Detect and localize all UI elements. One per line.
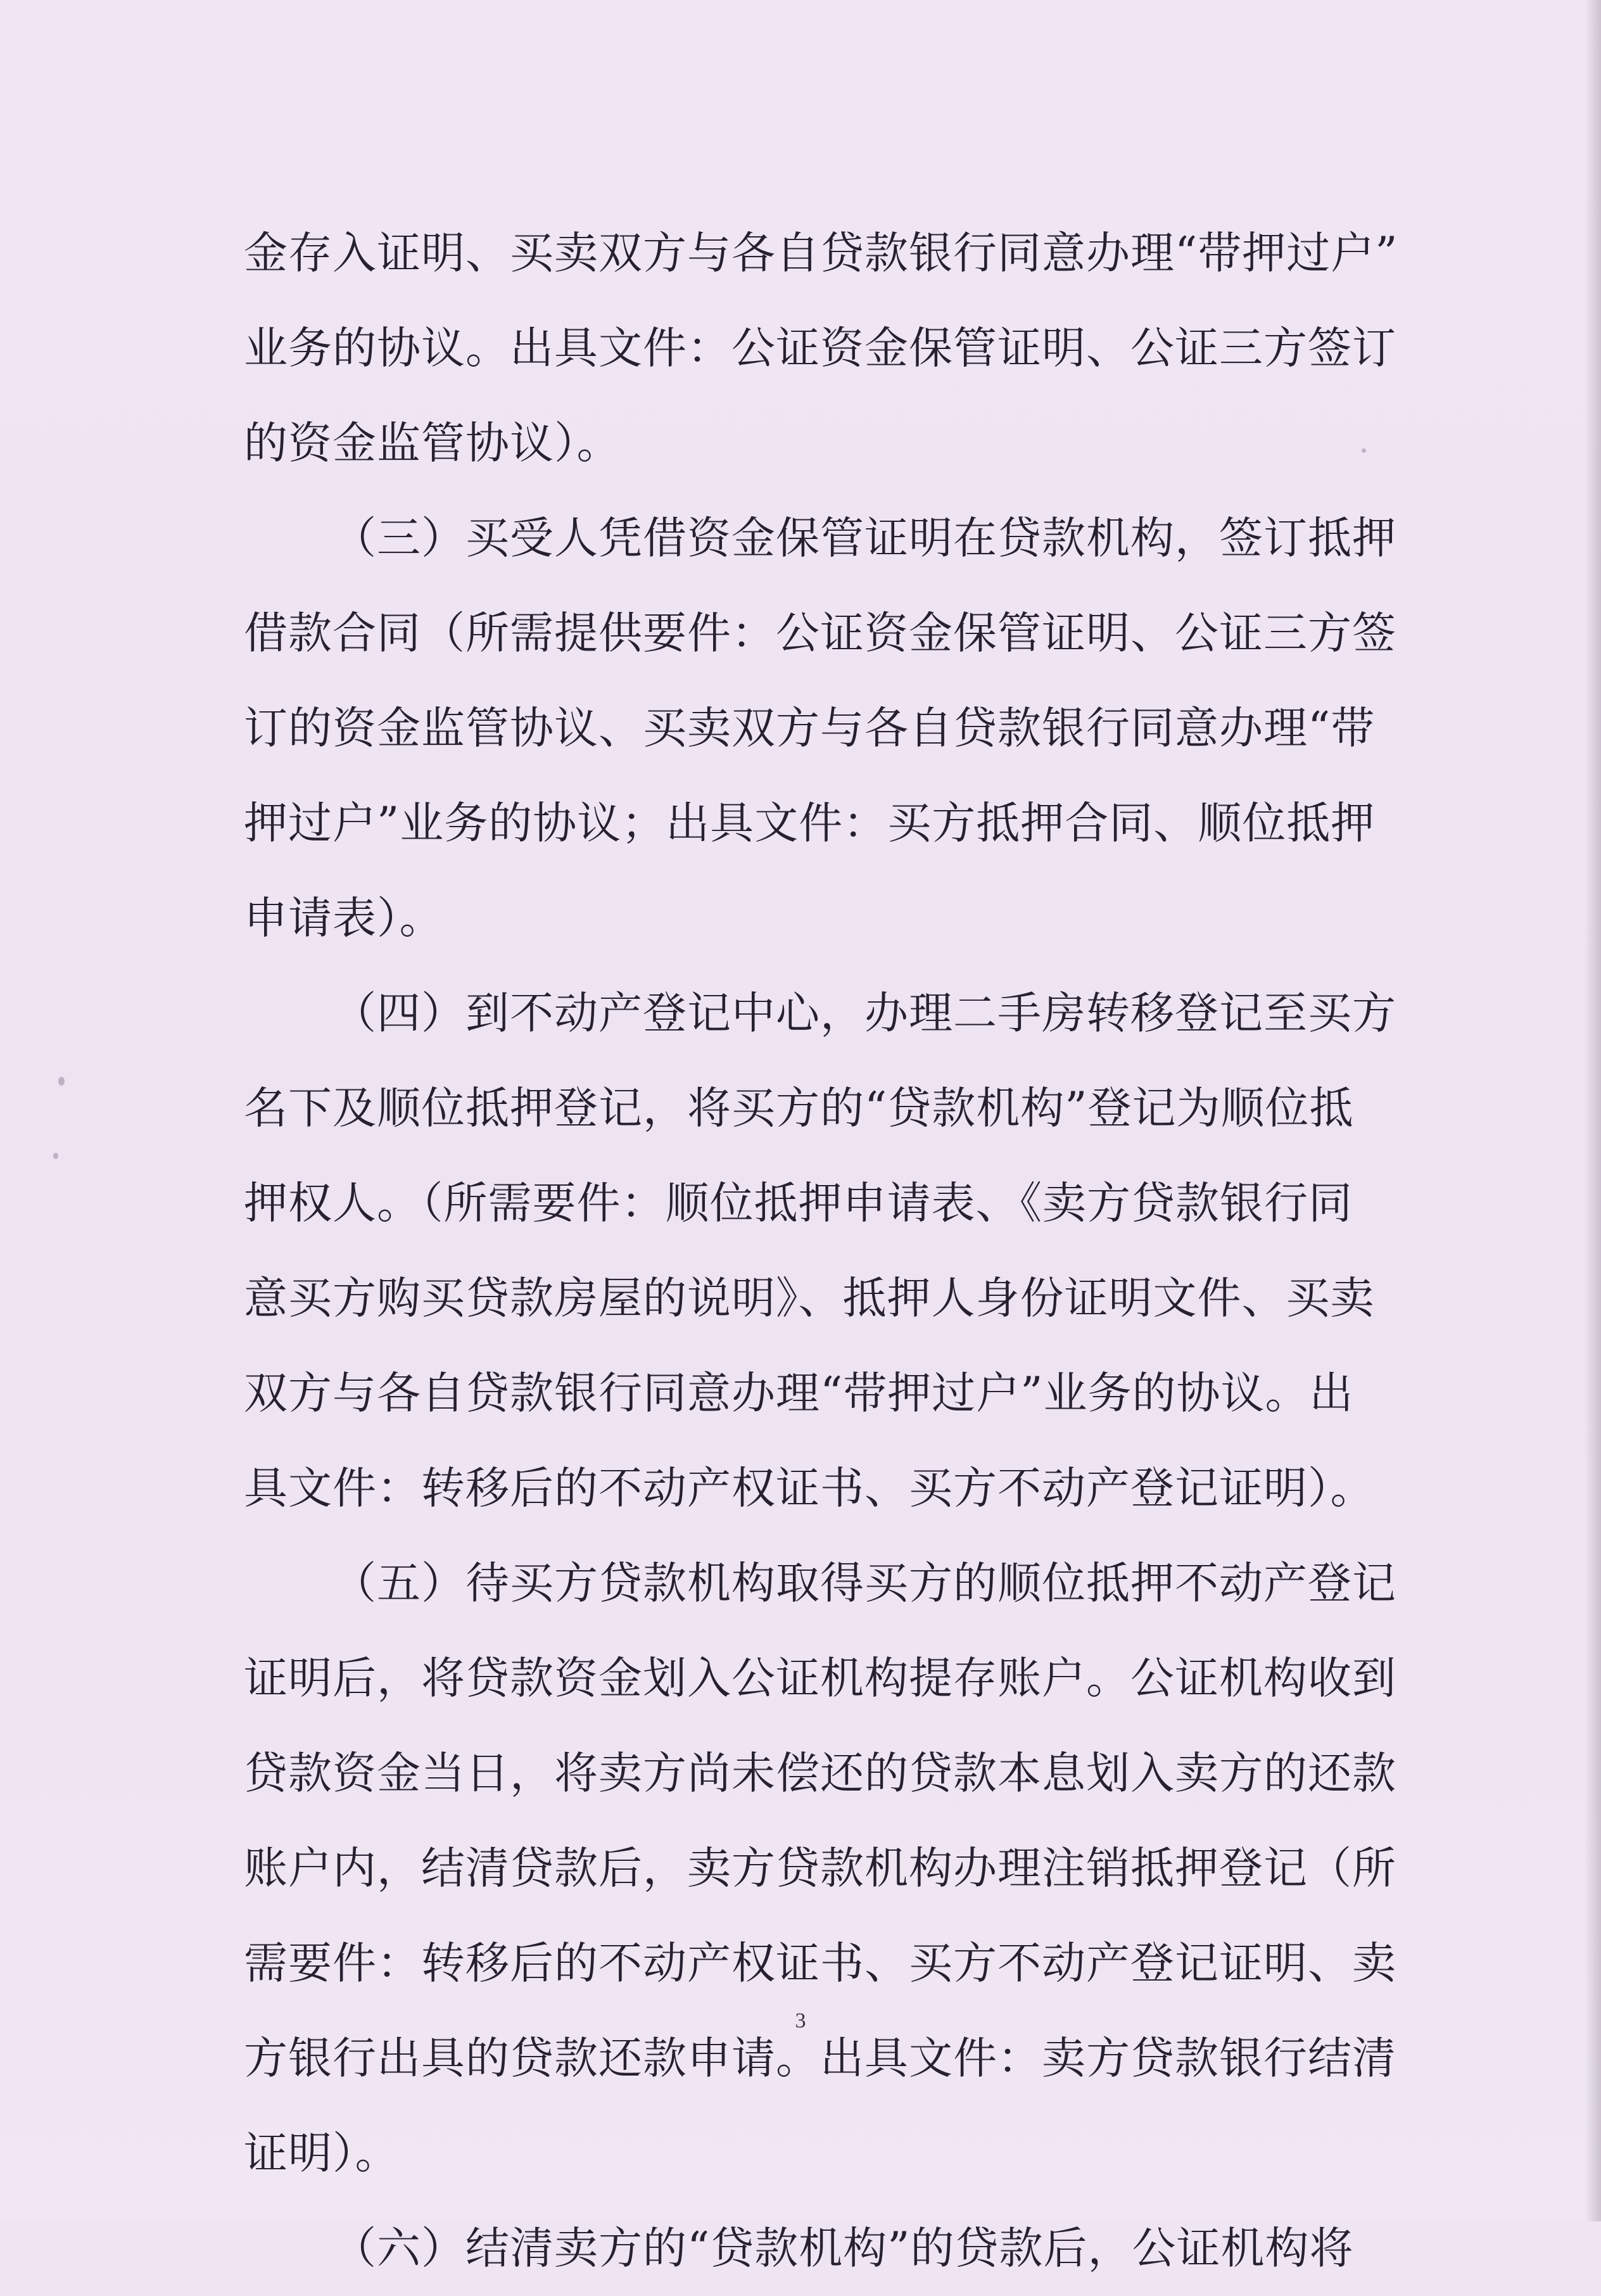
scan-speck bbox=[53, 1153, 58, 1159]
paragraph-3-start: （三）买受人凭借资金保管证明在贷款机构，签订抵押 bbox=[332, 513, 1396, 564]
text-line: 押过户”业务的协议；出具文件：买方抵押合同、顺位抵押 bbox=[244, 798, 1376, 849]
text-line: 证明）。 bbox=[244, 2128, 400, 2179]
text-line: 押权人。（所需要件：顺位抵押申请表、《卖方贷款银行同 bbox=[244, 1178, 1353, 1229]
text-line: 证明后，将贷款资金划入公证机构提存账户。公证机构收到 bbox=[244, 1653, 1396, 1704]
text-line: 具文件：转移后的不动产权证书、买方不动产登记证明）。 bbox=[244, 1463, 1375, 1514]
text-line: 申请表）。 bbox=[244, 893, 444, 944]
text-line: 账户内，结清贷款后，卖方贷款机构办理注销抵押登记（所 bbox=[244, 1843, 1396, 1894]
text-line: 名下及顺位抵押登记，将买方的“贷款机构”登记为顺位抵 bbox=[244, 1083, 1354, 1134]
text-line: 贷款资金当日，将卖方尚未偿还的贷款本息划入卖方的还款 bbox=[244, 1748, 1396, 1799]
text-line: 金存入证明、买卖双方与各自贷款银行同意办理“带押过户” bbox=[244, 228, 1398, 279]
text-line: 的资金监管协议）。 bbox=[244, 418, 621, 469]
text-line: 意买方购买贷款房屋的说明》、抵押人身份证明文件、买卖 bbox=[244, 1273, 1375, 1324]
text-line: 业务的协议。出具文件：公证资金保管证明、公证三方签订 bbox=[244, 323, 1396, 374]
body-text bbox=[244, 206, 1398, 2296]
text-line: 借款合同（所需提供要件：公证资金保管证明、公证三方签 bbox=[244, 608, 1396, 659]
text-line: 方银行出具的贷款还款申请。出具文件：卖方贷款银行结清 bbox=[244, 2033, 1396, 2084]
text-line: 订的资金监管协议、买卖双方与各自贷款银行同意办理“带 bbox=[244, 703, 1376, 754]
paragraph-5-start: （五）待买方贷款机构取得买方的顺位抵押不动产登记 bbox=[332, 1558, 1396, 1609]
text-line: 双方与各自贷款银行同意办理“带押过户”业务的协议。出 bbox=[244, 1368, 1354, 1419]
text-line: 需要件：转移后的不动产权证书、买方不动产登记证明、卖 bbox=[244, 1938, 1396, 1989]
scan-speck bbox=[58, 1077, 65, 1086]
page-number: 3 bbox=[795, 2009, 806, 2033]
page-edge-shadow bbox=[1585, 0, 1601, 2221]
paragraph-4-start: （四）到不动产登记中心，办理二手房转移登记至买方 bbox=[332, 988, 1396, 1039]
paragraph-6-start: （六）结清卖方的“贷款机构”的贷款后，公证机构将 bbox=[332, 2223, 1354, 2274]
